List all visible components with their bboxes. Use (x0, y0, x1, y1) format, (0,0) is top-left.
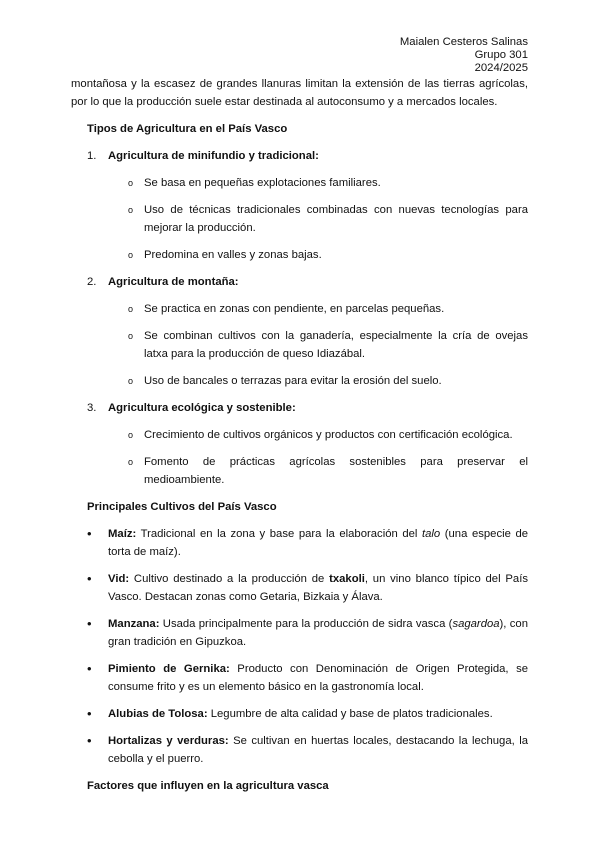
type-bullet: o Uso de técnicas tradicionales combinadas con nuevas tecnologías para mejorar la producción. (71, 201, 528, 237)
crop-term: txakoli (329, 573, 365, 585)
agriculture-type-item (71, 399, 528, 489)
document-body (71, 75, 528, 804)
crop-name: Pimiento de Gernika: (108, 663, 230, 675)
type-heading (71, 147, 528, 165)
type-title: Agricultura de minifundio y tradicional: (108, 150, 319, 162)
author-name: Maialen Cesteros Salinas (399, 36, 528, 48)
agriculture-types-list (71, 147, 528, 489)
crop-text: (una especie de torta de maíz). (108, 528, 529, 558)
type-bullet: o Uso de bancales o terrazas para evitar la erosión del suelo. (71, 372, 528, 390)
crop-text: , un vino blanco típico del País Vasco. Destacan zonas como Getaria, Bizkaia y Álava. (108, 573, 528, 603)
type-bullet: o Se practica en zonas con pendiente, en parcelas pequeñas. (71, 300, 528, 318)
agriculture-type-item (71, 273, 528, 390)
crop-term: sagardoa (452, 618, 500, 630)
crop-name: Vid: (108, 573, 130, 585)
crop-text: Producto con Denominación de Origen Protegida, se consume frito y es un elemento básico en la gastronomía local. (108, 663, 528, 693)
group-label: Grupo 301 (474, 49, 528, 61)
crop-item (71, 615, 528, 651)
type-number: 1. (87, 150, 97, 162)
crop-text: Legumbre de alta calidad y base de platos tradicionales. (207, 708, 493, 720)
crop-item (71, 525, 528, 561)
crops-list (71, 525, 528, 768)
type-number: 2. (87, 276, 97, 288)
types-section-title: Tipos de Agricultura en el País Vasco (87, 123, 288, 135)
school-year: 2024/2025 (474, 62, 528, 74)
crop-name: Manzana: (108, 618, 160, 630)
type-bullet: o Predomina en valles y zonas bajas. (71, 246, 528, 264)
crop-term: talo (421, 528, 441, 540)
crop-item (71, 732, 528, 768)
type-bullets (71, 426, 528, 489)
crop-text: ), con gran tradición en Gipuzkoa. (108, 618, 528, 648)
type-number: 3. (87, 402, 97, 414)
type-heading (71, 399, 528, 417)
type-heading (71, 273, 528, 291)
crop-name: Alubias de Tolosa: (108, 708, 208, 720)
type-bullets (71, 174, 528, 264)
crop-item (71, 570, 528, 606)
crop-text: Cultivo destinado a la producción de (129, 573, 330, 585)
type-bullets (71, 300, 528, 390)
type-title: Agricultura ecológica y sostenible: (108, 402, 296, 414)
page-header (400, 36, 528, 75)
factors-section-title: Factores que influyen en la agricultura vasca (87, 780, 329, 792)
agriculture-type-item (71, 147, 528, 264)
crop-text: Se cultivan en huertas locales, destacando la lechuga, la cebolla y el puerro. (108, 735, 528, 765)
type-bullet: o Crecimiento de cultivos orgánicos y productos con certificación ecológica. (71, 426, 528, 444)
type-bullet: o Se combinan cultivos con la ganadería, especialmente la cría de ovejas latxa para la producción de queso Idiazábal. (71, 327, 528, 363)
crop-item (71, 705, 528, 723)
type-bullet: o Se basa en pequeñas explotaciones familiares. (71, 174, 528, 192)
crop-name: Hortalizas y verduras: (108, 735, 229, 747)
crop-item (71, 660, 528, 696)
crop-text: Usada principalmente para la producción de sidra vasca ( (159, 618, 453, 630)
crop-name: Maíz: (108, 528, 137, 540)
crops-section-title: Principales Cultivos del País Vasco (87, 501, 277, 513)
crop-text: Tradicional en la zona y base para la elaboración del (136, 528, 422, 540)
type-bullet: o Fomento de prácticas agrícolas sostenibles para preservar el medioambiente. (71, 453, 528, 489)
intro-paragraph: montañosa y la escasez de grandes llanuras limitan la extensión de las tierras agrícolas, por lo que la producción suele estar destinada al autoconsumo y a mercados locales. (71, 78, 528, 108)
type-title: Agricultura de montaña: (108, 276, 239, 288)
